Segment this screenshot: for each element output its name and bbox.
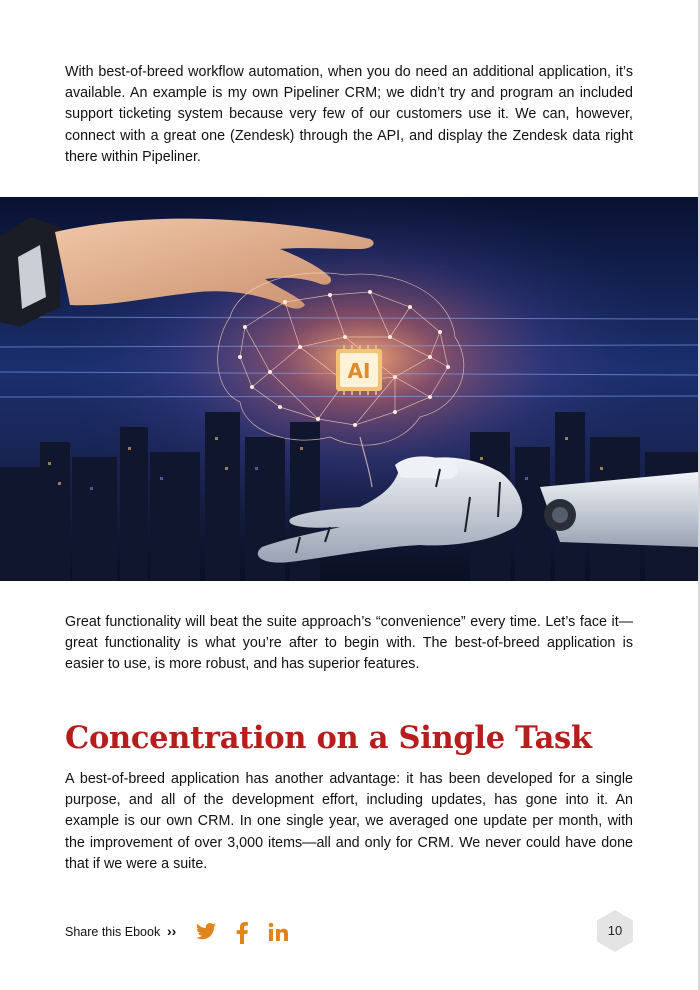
ai-brain-image (0, 197, 698, 581)
intro-paragraph: With best-of-breed workflow automation, when you do need an additional application, it’s available. An example is my own Pipeliner CRM; we didn’t try and program an included support ticketing system because very few of our customers use it. We can, however, connect with a great one (Zendesk) through the API, and display the Zendesk data right there within Pipeliner. (65, 64, 633, 165)
page-number: 10 (607, 923, 623, 938)
linkedin-icon[interactable] (268, 922, 288, 947)
ai-chip-label: AI (347, 359, 371, 383)
section-heading: Concentration on a Single Task (65, 720, 592, 756)
page-footer (65, 918, 635, 950)
functionality-paragraph: Great functionality will beat the suite approach’s “convenience” every time. Let’s face it—great functionality is what you’re after to begin with. The best-of-breed application is easier to use, is more robust, and has superior features. (65, 614, 633, 673)
twitter-icon[interactable] (195, 922, 217, 947)
chevron-right-icon: ›› (167, 923, 177, 939)
share-label: Share this Ebook (65, 925, 161, 939)
facebook-icon[interactable] (235, 922, 249, 949)
concentration-paragraph: A best-of-breed application has another advantage: it has been developed for a single purpose, and all of the development effort, including updates, has gone into it. An example is our own CRM. In one single year, we averaged one update per month, with the improvement of over 3,000 items—all and only for CRM. We never could have done that if we were a suite. (65, 771, 633, 872)
